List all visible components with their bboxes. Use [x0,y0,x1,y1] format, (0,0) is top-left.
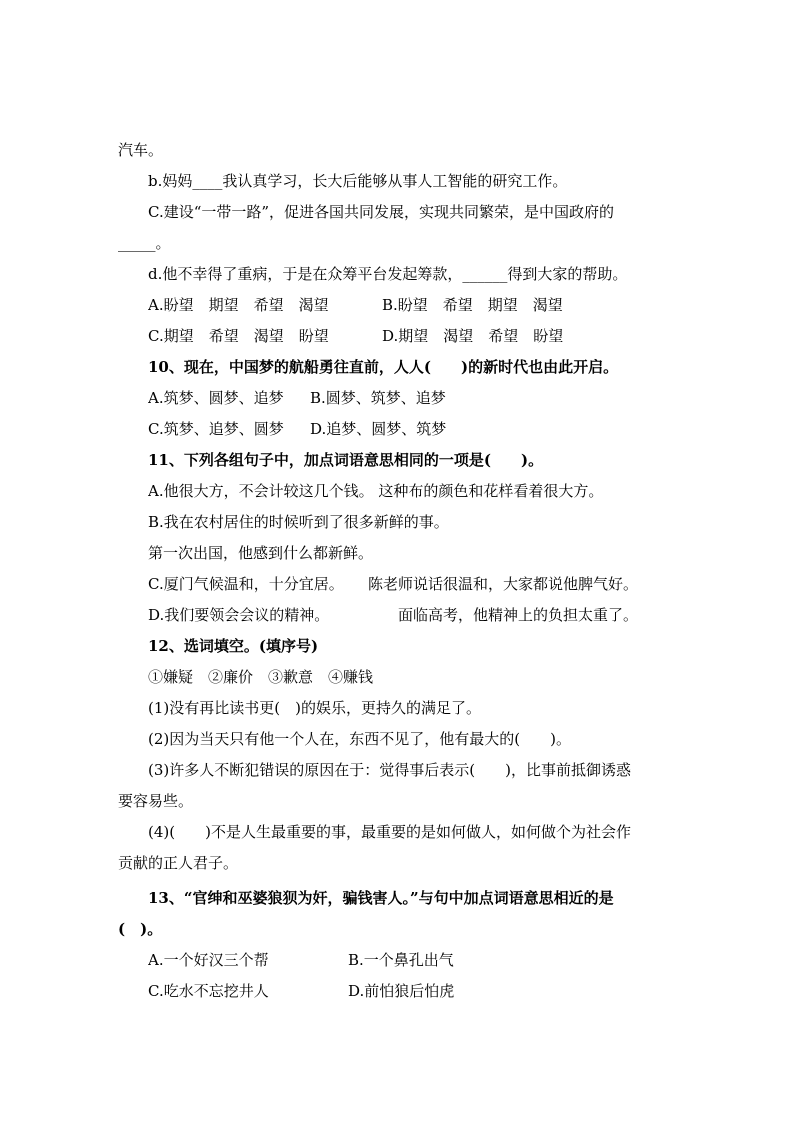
q11-option-c-left: C.厦门气候温和，十分宜居。 [148,575,344,593]
continued-line: 汽车。 [118,141,164,159]
q13-option-d: D.前怕狼后怕虎 [348,982,455,1000]
q12-sentence-4-cont: 贡献的正人君子。 [118,854,239,872]
q9-options-row-1 [148,294,678,316]
q9-option-b: B.盼望 希望 期望 渴望 [382,296,563,314]
q10-option-d: D.追梦、圆梦、筑梦 [310,420,447,438]
q12-sentence-4: (4)( )不是人生最重要的事，最重要的是如何做人，如何做个为社会作 [148,823,631,841]
q13-option-b: B.一个鼻孔出气 [348,951,454,969]
q13-stem: 13、“官绅和巫婆狼狈为奸，骗钱害人。”与句中加点词语意思相近的是 [148,889,614,907]
q13-option-a: A.一个好汉三个帮 [148,951,269,969]
q12-sentence-3: (3)许多人不断犯错误的原因在于：觉得事后表示( )，比事前抵御诱惑 [148,761,631,779]
q13-option-c: C.吃水不忘挖井人 [148,982,269,1000]
q11-option-c-right: 陈老师说话很温和，大家都说他脾气好。 [368,575,639,593]
q9-sentence-c-cont: _____。 [118,234,171,252]
q11-option-b-cont: 第一次出国，他感到什么都新鲜。 [148,544,374,562]
q9-sentence-b: b.妈妈____我认真学习，长大后能够从事人工智能的研究工作。 [148,172,568,190]
q11-option-c [148,573,678,595]
q10-options-row-1 [148,387,678,409]
q9-sentence-c: C.建设“一带一路”，促进各国共同发展，实现共同繁荣，是中国政府的 [148,203,615,221]
q11-option-b: B.我在农村居住的时候听到了很多新鲜的事。 [148,513,449,531]
q10-stem: 10、现在，中国梦的航船勇往直前，人人( )的新时代也由此开启。 [148,358,619,376]
q10-option-b: B.圆梦、筑梦、追梦 [310,389,446,407]
q11-stem: 11、下列各组句子中，加点词语意思相同的一项是( )。 [148,451,544,469]
q11-option-d-right: 面临高考，他精神上的负担太重了。 [398,606,639,624]
q9-option-d: D.期望 渴望 希望 盼望 [382,327,564,345]
q13-stem-cont: ( )。 [118,920,163,938]
q12-sentence-3-cont: 要容易些。 [118,792,194,810]
q9-option-c: C.期望 希望 渴望 盼望 [148,327,329,345]
q11-option-d [148,604,678,626]
q12-sentence-1: (1)没有再比读书更( )的娱乐，更持久的满足了。 [148,699,481,717]
q11-option-d-left: D.我们要领会会议的精神。 [148,606,330,624]
q10-option-c: C.筑梦、追梦、圆梦 [148,420,284,438]
q11-option-a: A.他很大方，不会计较这几个钱。 这种布的颜色和花样看着很大方。 [148,482,604,500]
q9-option-a: A.盼望 期望 希望 渴望 [148,296,329,314]
q12-sentence-2: (2)因为当天只有他一个人在，东西不见了，他有最大的( )。 [148,730,571,748]
q9-options-row-2 [148,325,678,347]
q12-word-choices: ①嫌疑 ②廉价 ③歉意 ④赚钱 [148,668,374,686]
q10-options-row-2 [148,418,678,440]
q13-options-row-2 [148,980,678,1002]
q9-sentence-d: d.他不幸得了重病，于是在众筹平台发起筹款，______得到大家的帮助。 [148,265,628,283]
q10-option-a: A.筑梦、圆梦、追梦 [148,389,284,407]
q12-stem: 12、选词填空。(填序号) [148,637,319,655]
q13-options-row-1 [148,949,678,971]
